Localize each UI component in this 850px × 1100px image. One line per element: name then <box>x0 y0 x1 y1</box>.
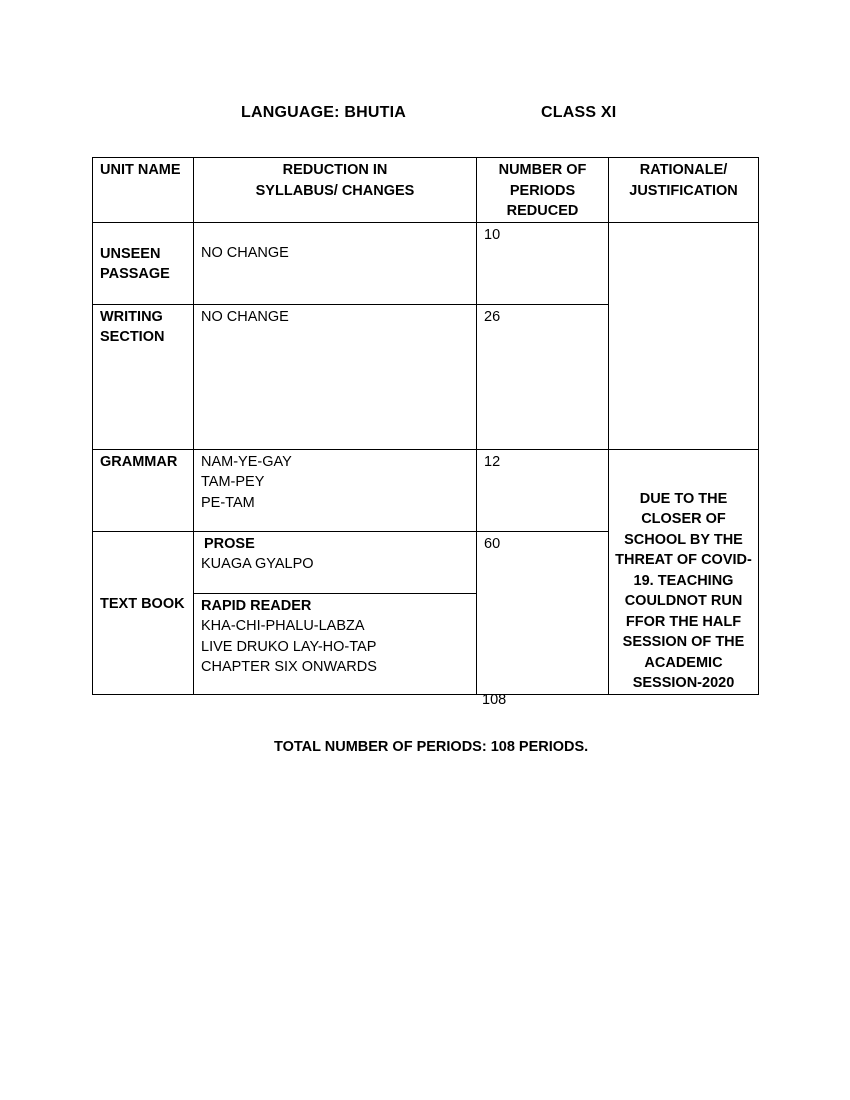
table-row <box>93 449 759 531</box>
change-writing-section: NO CHANGE <box>194 304 477 449</box>
periods-text-book: 60 <box>477 531 609 694</box>
unit-text-book: TEXT BOOK <box>93 531 194 694</box>
table-header-row <box>93 158 759 223</box>
rationale-text: DUE TO THE CLOSER OF SCHOOL BY THE THREAT OF COVID- 19. TEACHING COULDNOT RUN FFOR THE HALF SESSION OF THE ACADEMIC SESSION-2020 <box>609 449 759 694</box>
col-header-unit-name: UNIT NAME <box>93 158 194 223</box>
class-heading: CLASS XI <box>541 104 617 121</box>
periods-writing-section: 26 <box>477 304 609 449</box>
col-header-rationale: RATIONALE/ JUSTIFICATION <box>609 158 759 223</box>
table-row <box>93 222 759 304</box>
total-periods-line: TOTAL NUMBER OF PERIODS: 108 PERIODS. <box>274 739 589 755</box>
change-unseen-passage: NO CHANGE <box>194 222 477 304</box>
change-rapid-reader: RAPID READER KHA-CHI-PHALU-LABZA LIVE DRUKO LAY-HO-TAP CHAPTER SIX ONWARDS <box>194 593 477 694</box>
rationale-empty-cell <box>609 222 759 449</box>
periods-sum: 108 <box>482 692 507 708</box>
syllabus-reduction-table <box>92 157 759 695</box>
unit-grammar: GRAMMAR <box>93 449 194 531</box>
language-heading: LANGUAGE: BHUTIA <box>241 104 406 121</box>
unit-writing-section: WRITING SECTION <box>93 304 194 449</box>
unit-unseen-passage: UNSEEN PASSAGE <box>93 222 194 304</box>
change-prose: PROSE KUAGA GYALPO <box>194 531 477 593</box>
col-header-reduction: REDUCTION IN SYLLABUS/ CHANGES <box>194 158 477 223</box>
periods-grammar: 12 <box>477 449 609 531</box>
periods-unseen-passage: 10 <box>477 222 609 304</box>
col-header-periods: NUMBER OF PERIODS REDUCED <box>477 158 609 223</box>
change-grammar: NAM-YE-GAY TAM-PEY PE-TAM <box>194 449 477 531</box>
